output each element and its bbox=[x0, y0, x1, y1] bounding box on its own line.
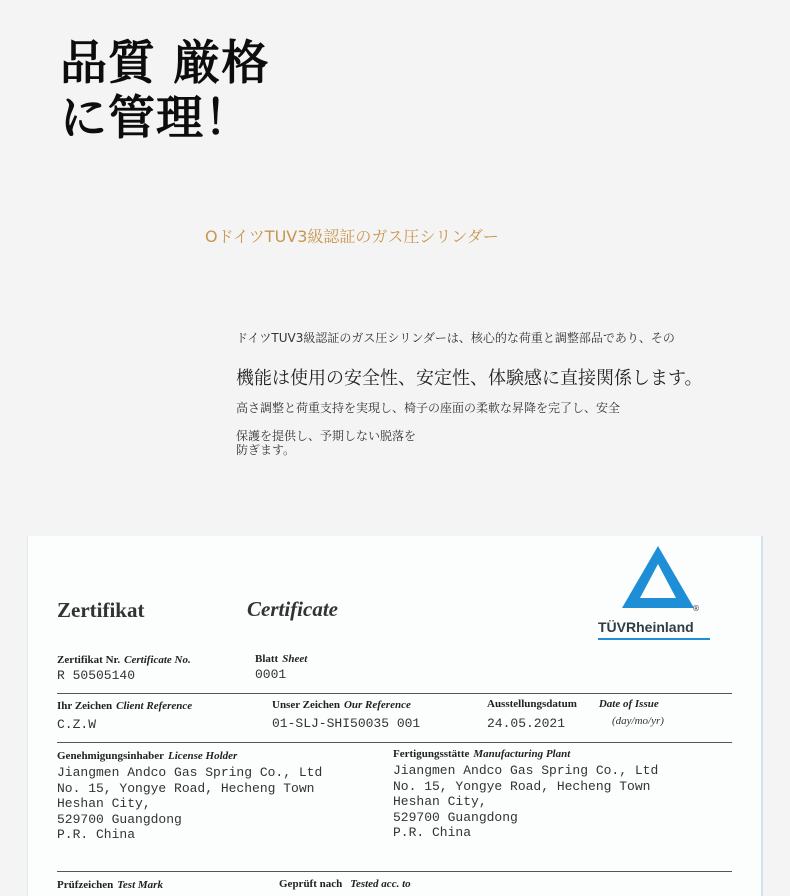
headline-line-1: 品質 厳格 bbox=[60, 36, 270, 91]
license-holder-label: Genehmigungsinhaber License Holder bbox=[57, 750, 238, 762]
description-line-2: 機能は使用の安全性、安定性、体験感に直接関係します。 bbox=[236, 368, 703, 389]
manufacturing-plant-line: P.R. China bbox=[393, 825, 472, 840]
cert-title-en: Certificate bbox=[247, 597, 338, 621]
manufacturing-plant-line: Jiangmen Andco Gas Spring Co., Ltd bbox=[393, 763, 659, 778]
headline-line-2: に管理！ bbox=[60, 91, 252, 146]
manufacturing-plant-label: Fertigungsstätte Manufacturing Plant bbox=[393, 748, 571, 760]
description-line-3: 高さ調整と荷重支持を実現し、椅子の座面の柔軟な昇降を完了し、安全 bbox=[236, 401, 621, 415]
sheet-label: Blatt Sheet bbox=[255, 653, 308, 665]
logo-underline bbox=[598, 638, 710, 640]
cert-title-de: Zertifikat bbox=[57, 598, 145, 622]
divider-2 bbox=[57, 742, 732, 743]
tuv-logo-text: TÜVRheinland bbox=[598, 619, 694, 635]
cert-no-value: R 50505140 bbox=[57, 668, 136, 683]
client-ref-value: C.Z.W bbox=[57, 717, 97, 732]
test-mark-label: Prüfzeichen Test Mark bbox=[57, 879, 163, 891]
sheet-value: 0001 bbox=[255, 667, 287, 682]
registered-mark: ® bbox=[692, 604, 700, 613]
manufacturing-plant-address bbox=[393, 763, 658, 841]
tested-acc-label: Geprüft nach Tested acc. to bbox=[279, 878, 411, 890]
tuv-rheinland-logo bbox=[598, 542, 718, 644]
issue-date-label: Ausstellungsdatum Date of Issue bbox=[487, 698, 659, 710]
issue-date-value: 24.05.2021 bbox=[487, 716, 566, 731]
description-line-4: 保護を提供し、予期しない脱落を bbox=[236, 429, 417, 443]
license-holder-line: Jiangmen Andco Gas Spring Co., Ltd bbox=[57, 765, 323, 780]
issue-date-format: (day/mo/yr) bbox=[612, 715, 664, 727]
divider-3 bbox=[57, 871, 732, 872]
license-holder-line: No. 15, Yongye Road, Hecheng Town bbox=[57, 780, 315, 796]
divider-1 bbox=[57, 693, 732, 694]
certificate-image bbox=[27, 536, 763, 896]
description-line-5: 防ぎます。 bbox=[236, 443, 296, 457]
license-holder-line: 529700 Guangdong bbox=[57, 811, 182, 827]
license-holder-address bbox=[57, 765, 322, 843]
manufacturing-plant-line: No. 15, Yongye Road, Hecheng Town bbox=[393, 778, 651, 794]
manufacturing-plant-line: Heshan City, bbox=[393, 794, 487, 809]
headline bbox=[60, 36, 269, 146]
subtitle: OドイツTUV3級認証のガス圧シリンダー bbox=[205, 227, 499, 246]
our-ref-label: Unser Zeichen Our Reference bbox=[272, 699, 411, 711]
license-holder-line: P.R. China bbox=[57, 827, 136, 842]
description-line-1: ドイツTUV3級認証のガス圧シリンダーは、核心的な荷重と調整部品であり、その bbox=[236, 331, 675, 345]
client-ref-label: Ihr Zeichen Client Reference bbox=[57, 700, 193, 712]
manufacturing-plant-line: 529700 Guangdong bbox=[393, 809, 518, 825]
our-ref-value: 01-SLJ-SHI50035 001 bbox=[272, 716, 421, 731]
license-holder-line: Heshan City, bbox=[57, 796, 151, 811]
cert-no-label: Zertifikat Nr. Certificate No. bbox=[57, 654, 191, 666]
